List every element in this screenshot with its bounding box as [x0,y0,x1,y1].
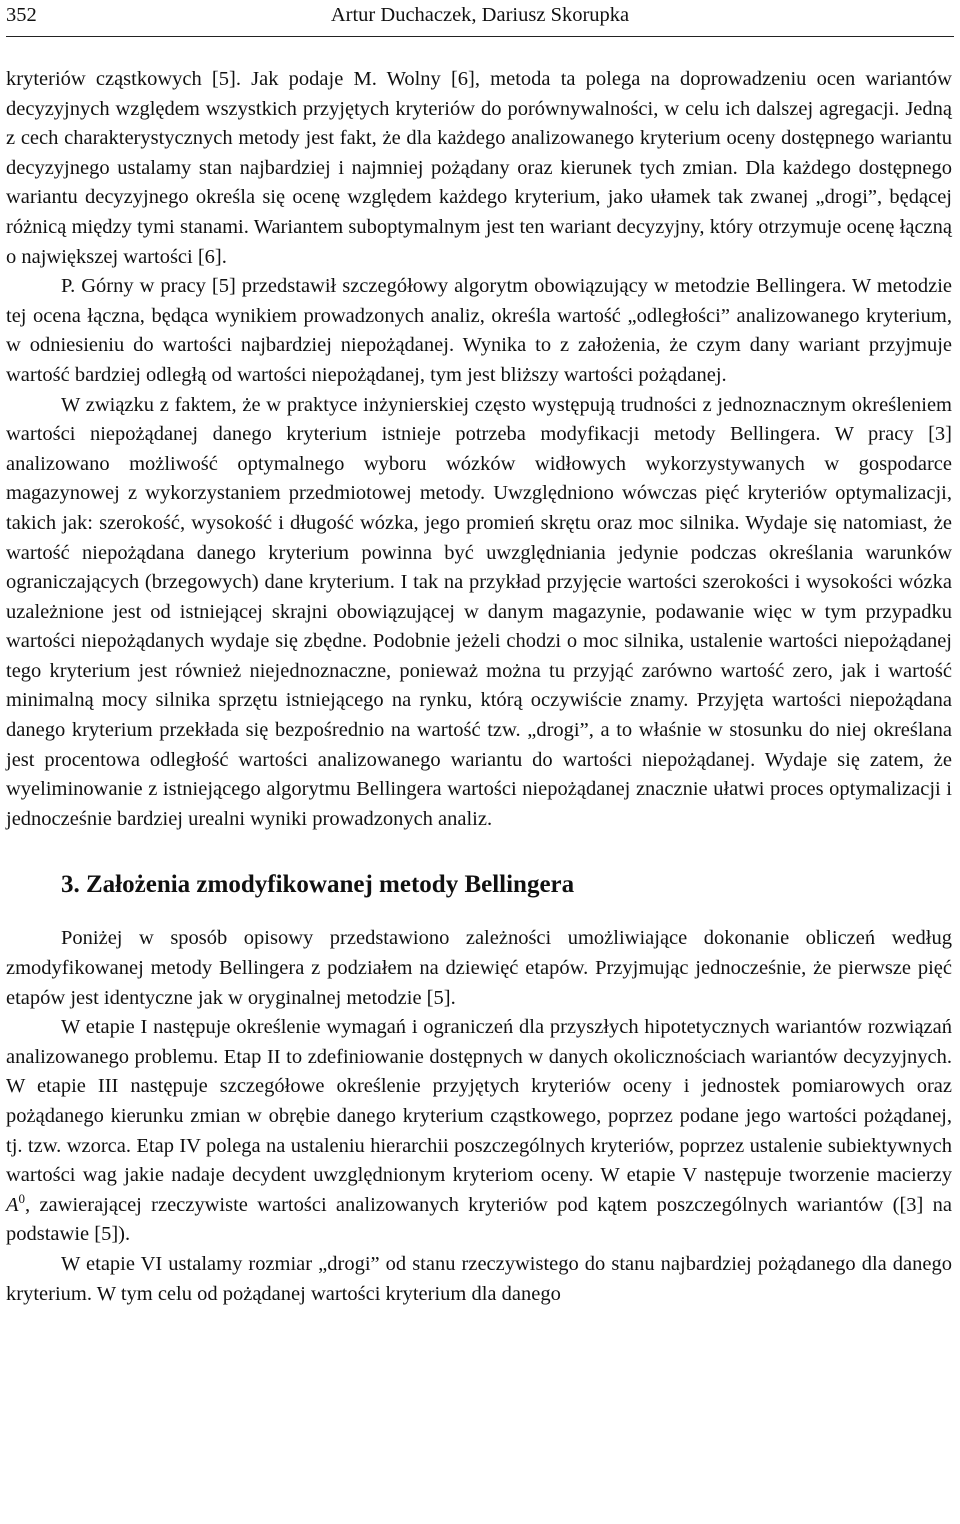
paragraph-text-after-math: , zawierającej rzeczywiste wartości analizowanych kryteriów pod kątem poszczególnych wariantów ([3] na podstawie [5]). [6,1193,952,1246]
section-number: 3. [61,871,80,899]
section-heading [61,870,952,900]
section-title: Założenia zmodyfikowanej metody Bellingera [86,871,575,899]
running-head: Artur Duchaczek, Dariusz Skorupka [330,4,630,26]
paragraph-1: kryteriów cząstkowych [5]. Jak podaje M. Wolny [6], metoda ta polega na doprowadzeniu ocen wariantów decyzyjnych względem wszystkich przyjętych kryteriów do porównywalności, w celu ich dalszej agregacji. Jedną z cech charakterystycznych metody jest fakt, że dla każdego analizowanego kryterium oceny dostępnego wariantu decyzyjnego ustalamy stan najbardziej i najmniej pożądany oraz kierunek tych zmian. Dla każdego dostępnego wariantu decyzyjnego określa się ocenę względem każdego kryterium, jako ułamek tak zwanej „drogi”, będącej różnicą między tymi stanami. Wariantem suboptymalnym jest ten wariant decyzyjny, który otrzymuje ocenę łączną o największej wartości [6]. [6,68,952,268]
matrix-superscript: 0 [18,1190,26,1206]
section-paragraph-1: Poniżej w sposób opisowy przedstawiono zależności umożliwiające dokonanie obliczeń według zmodyfikowanej metody Bellingera z podziałem na dziewięć etapów. Przyjmując jednocześnie, że pierwsze pięć etapów jest identyczne jak w oryginalnej metodzie [5]. [6,927,952,1009]
page-header [6,0,954,37]
section-paragraph-3: W etapie VI ustalamy rozmiar „drogi” od stanu rzeczywistego do stanu najbardziej pożądanego dla danego kryterium. W tym celu od pożądanej wartości kryterium dla danego [6,1252,952,1305]
paragraph-3: W związku z faktem, że w praktyce inżynierskiej często występują trudności z jednoznacznym określeniem wartości niepożądanej danego kryterium istnieje potrzeba modyfikacji metody Bellingera. W pracy [3] analizowano możliwość optymalnego wyboru wózków widłowych wykorzystywanych w gospodarce magazynowej z wykorzystaniem przedmiotowej metody. Uwzględniono wówczas pięć kryteriów optymalizacji, takich jak: szerokość, wysokość i długość wózka, jego promień skrętu oraz moc silnika. Wydaje się natomiast, że wartość niepożądana danego kryterium powinna być uwzględniania jedynie podczas określania warunków ograniczających (brzegowych) dane kryterium. I tak na przykład przyjęcie wartości szerokości i wysokości wózka uzależnione jest od istniejącej skrajni obowiązującej w danym magazynie, podawanie więc w tym przypadku wartości niepożądanych wydaje się zbędne. Podobnie jeżeli chodzi o moc silnika, ustalenie wartości niepożądanej tego kryterium jest również niejednoznaczne, ponieważ można tu przyjąć zarówno wartość zero, jak i wartość minimalną mocy silnika sprzętu istniejącego na rynku, którą oczywiście znamy. Przyjęta wartości niepożądana danego kryterium przekłada się bezpośrednio na wartość tzw. „drogi”, a to właśnie w stosunku do niej określana jest procentowa odległość wartości analizowanego wariantu do wartości niepożądanej. Wydaje się zatem, że wyeliminowanie z istniejącego algorytmu Bellingera wartości niepożądanej znacznie ułatwi proces optymalizacji i jednocześnie bardziej urealni wyniki prowadzonych analiz. [6,393,952,830]
paragraph-text-before-math: W etapie I następuje określenie wymagań i ograniczeń dla przyszłych hipotetycznych wariantów rozwiązań analizowanego problemu. Etap II to zdefiniowanie dostępnych w danych okolicznościach wariantów decyzyjnych. W etapie III następuje szczegółowe określenie przyjętych kryteriów oceny i jednostek pomiarowych oraz pożądanego kierunku zmian w obrębie danego kryterium cząstkowego, poprzez podane jego wartości pożądanej, tj. tzw. wzorca. Etap IV polega na ustaleniu hierarchii poszczególnych kryteriów, poprzez ustalenie subiektywnych wartości wag jakie nadaje decydent uwzględnionym kryteriom oceny. W etapie V następuje tworzenie macierzy [6,1016,952,1187]
matrix-symbol: A [6,1193,19,1216]
body-text [6,65,952,1309]
page-number: 352 [6,4,37,26]
section-paragraph-2 [6,1013,952,1250]
paragraph-2: P. Górny w pracy [5] przedstawił szczegółowy algorytm obowiązujący w metodzie Bellingera. W metodzie tej ocena łączna, będąca wynikiem prowadzonych analiz, określa wartość „odległości” analizowanego kryterium, w odniesieniu do wartości najbardziej niepożądanej. Wynika to z założenia, że czym dany wariant przyjmuje wartość bardziej odległą od wartości niepożądanej, tym jest bliższy wartości pożądanej. [6,275,952,386]
